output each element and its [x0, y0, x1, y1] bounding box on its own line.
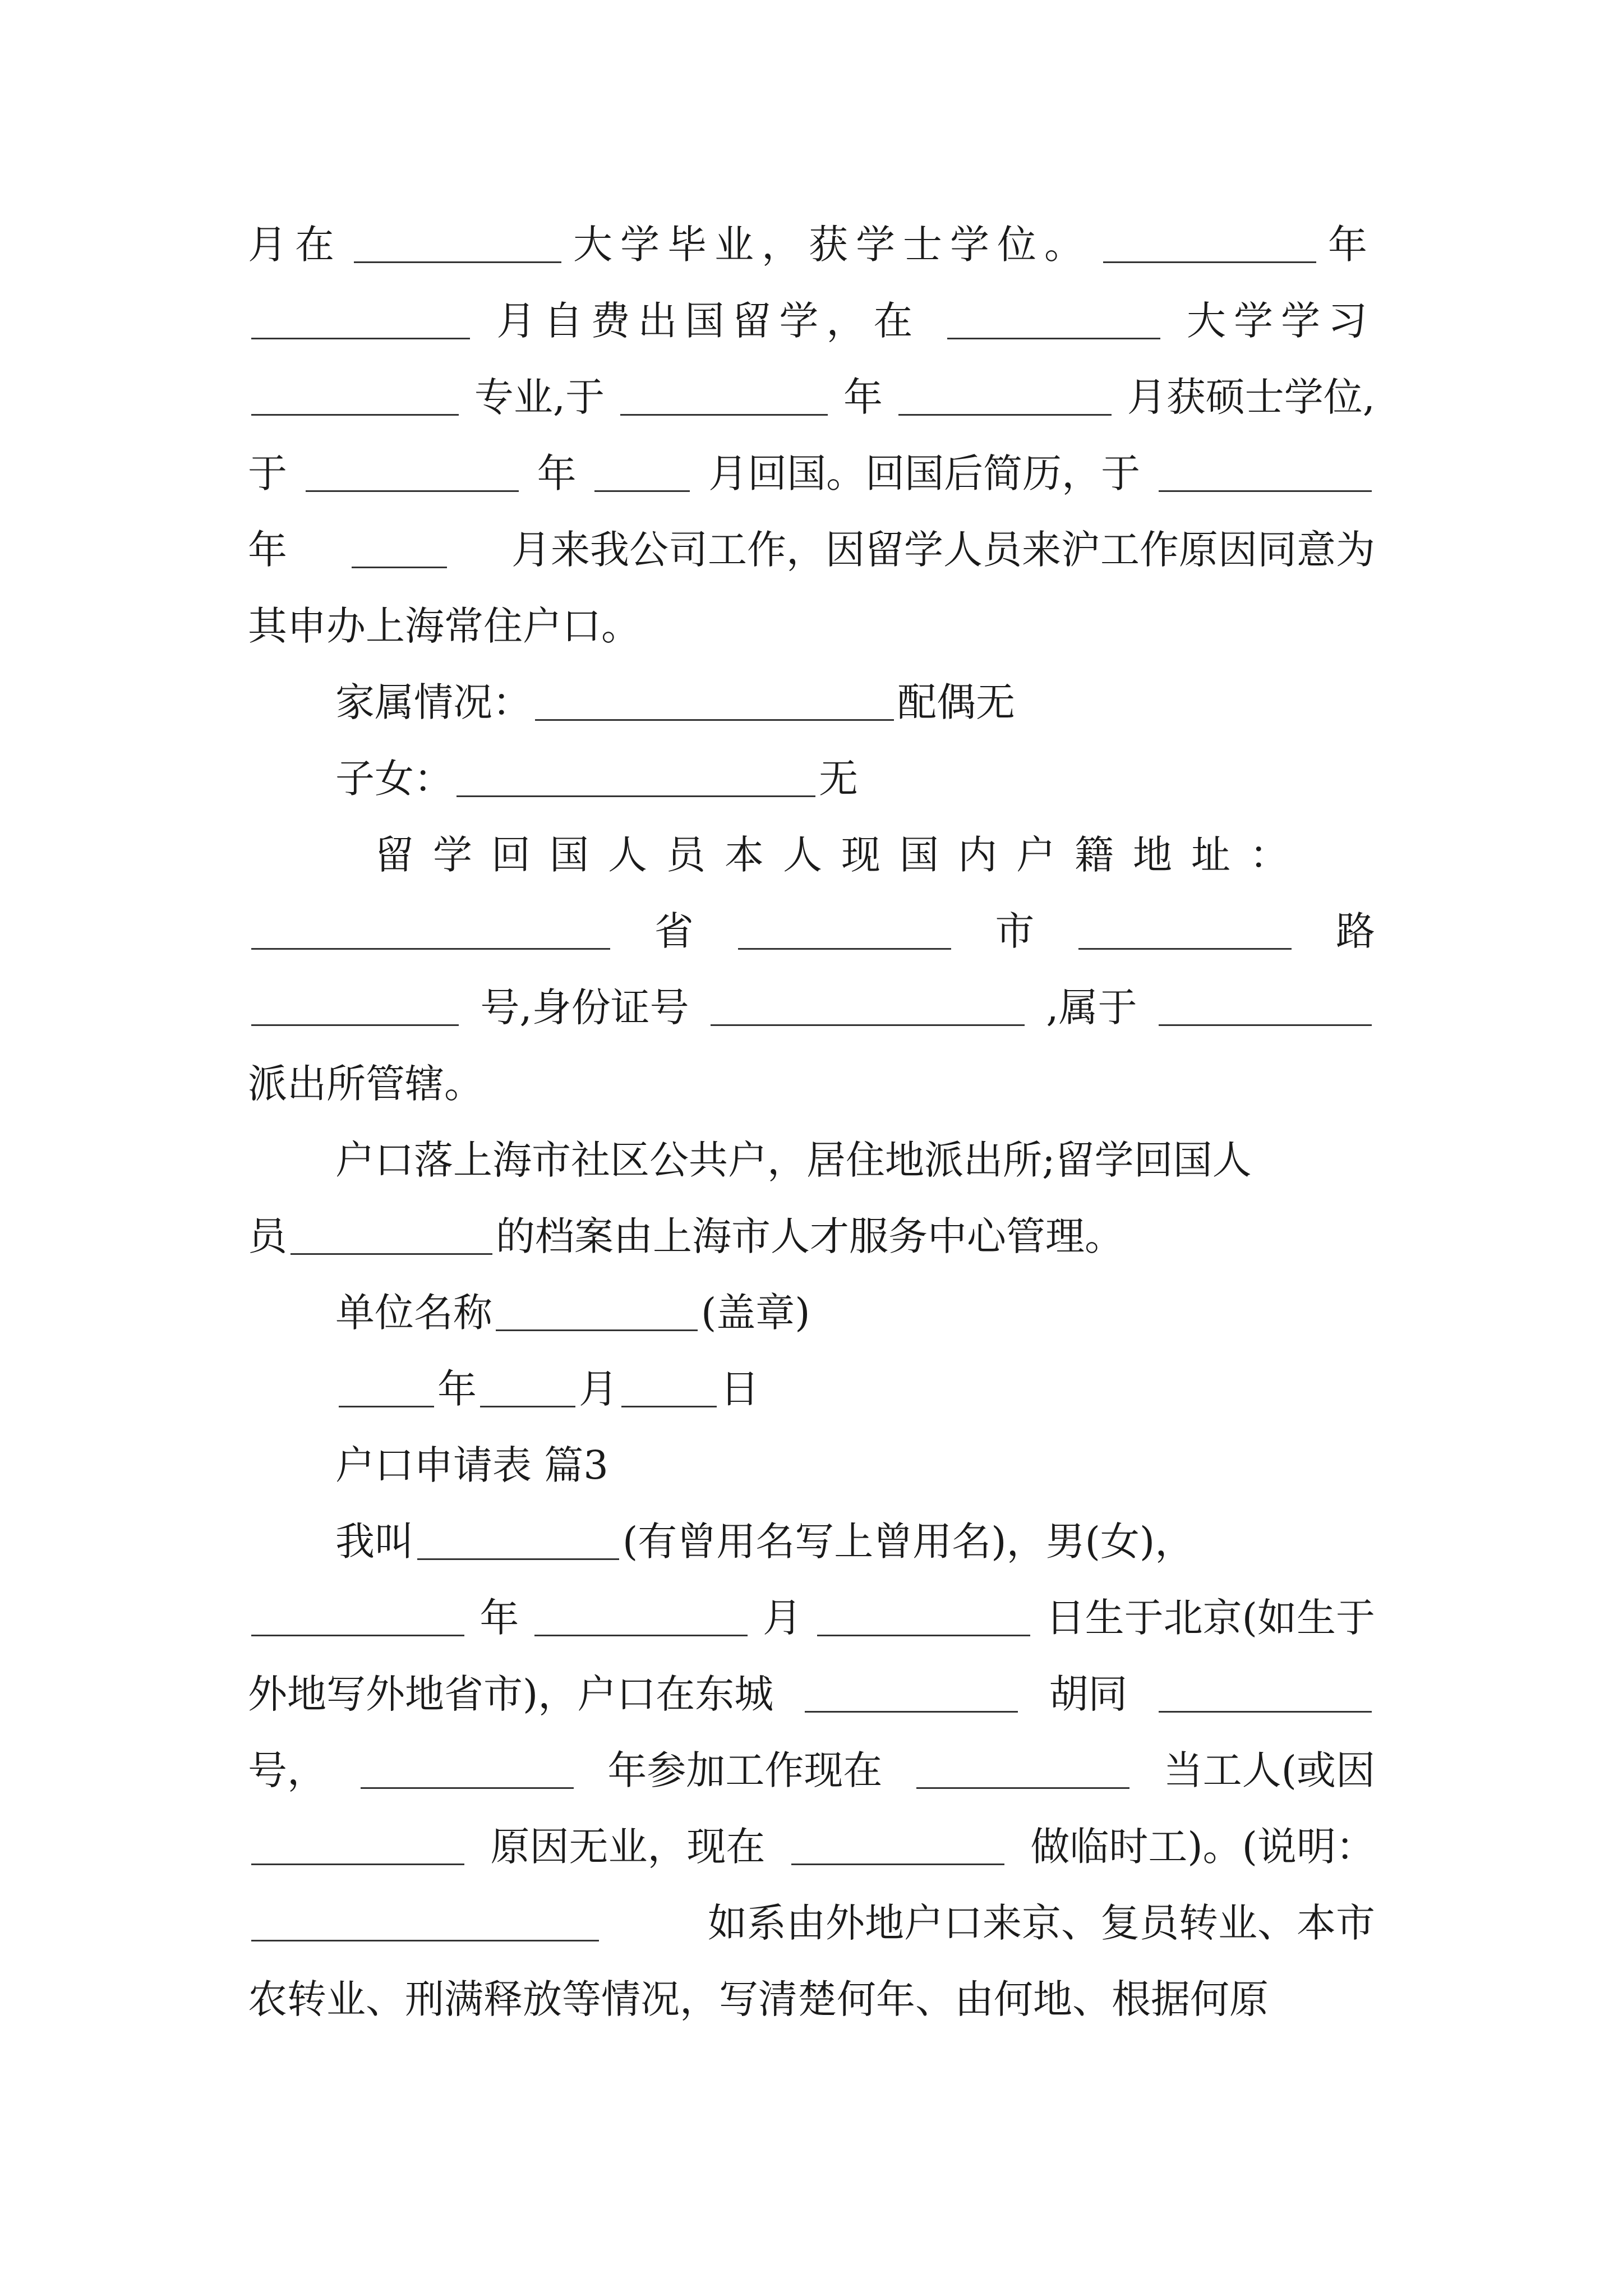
text: 月在 — [248, 222, 342, 268]
text: 胡同 — [1049, 1671, 1128, 1717]
blank-field — [251, 303, 470, 339]
text: 年参加工作现在 — [607, 1747, 883, 1793]
blank-field — [1159, 990, 1372, 1026]
text-line — [248, 440, 1375, 507]
blank-field — [791, 1829, 1004, 1865]
text: 专业,于 — [474, 374, 605, 420]
text: 月 — [762, 1595, 802, 1641]
text-line — [248, 364, 1375, 431]
blank-field — [817, 1600, 1030, 1636]
text: 月回国。回国后简历，于 — [708, 450, 1141, 496]
text-line — [248, 1737, 1375, 1804]
text: 年 — [1328, 222, 1375, 268]
blank-field — [1078, 913, 1292, 950]
text-line — [248, 516, 1375, 583]
blank-field — [805, 1676, 1018, 1713]
text: 配偶无 — [897, 679, 1015, 725]
blank-field — [535, 684, 894, 721]
blank-field — [534, 1600, 748, 1636]
blank-field — [947, 303, 1160, 339]
family-label: 家属情况： — [335, 679, 532, 725]
text: 员 — [248, 1213, 287, 1259]
blank-field — [339, 1371, 434, 1407]
text: 大学学习 — [1186, 298, 1375, 344]
blank-field — [251, 379, 459, 416]
blank-field — [417, 1524, 619, 1560]
text: 年 — [537, 450, 577, 496]
blank-field — [306, 455, 519, 492]
text-line — [248, 592, 1375, 660]
text-line — [335, 1279, 1375, 1346]
text-line — [335, 1508, 1375, 1575]
blank-field — [354, 227, 561, 263]
text-line — [248, 1203, 1375, 1270]
text: 年 — [479, 1595, 519, 1641]
text-line — [248, 1813, 1375, 1880]
text: (有曾用名写上曾用名)，男(女)， — [623, 1519, 1195, 1565]
text: 无 — [819, 756, 858, 802]
unit-name-label: 单位名称 — [335, 1290, 492, 1336]
text-line — [335, 669, 1375, 736]
text-line — [335, 745, 1375, 812]
text: 当工人(或因 — [1163, 1747, 1375, 1793]
text: 年 — [843, 374, 883, 420]
text-line — [248, 974, 1375, 1041]
text: 外地写外地省市)，户口在东城 — [248, 1671, 774, 1717]
text: 号,身份证号 — [480, 984, 689, 1030]
text: 市 — [995, 908, 1035, 954]
blank-field — [251, 913, 610, 950]
text: 于 — [248, 450, 287, 496]
text: 月获硕士学位, — [1127, 374, 1375, 420]
blank-field — [496, 1295, 698, 1331]
text: 的档案由上海市人才服务中心管理。 — [496, 1213, 1124, 1259]
text: 月来我公司工作，因留学人员来沪工作原因同意为 — [511, 527, 1375, 573]
text-line — [248, 1889, 1375, 1957]
text: 号， — [248, 1747, 326, 1793]
text: 日生于北京(如生于 — [1045, 1595, 1375, 1641]
children-label: 子女： — [335, 756, 453, 802]
blank-field — [711, 990, 1025, 1026]
blank-field — [457, 761, 815, 797]
blank-field — [251, 990, 459, 1026]
text: 派出所管辖。 — [248, 1061, 483, 1107]
text: 做临时工)。(说明： — [1030, 1824, 1375, 1870]
text-line — [248, 211, 1375, 278]
text: 如系由外地户口来京、复员转业、本市 — [708, 1900, 1375, 1946]
text: 户口落上海市社区公共户，居住地派出所;留学回国人 — [335, 1137, 1252, 1183]
text-line — [335, 1126, 1375, 1194]
text: 路 — [1335, 908, 1375, 954]
blank-field — [1159, 1676, 1372, 1713]
blank-field — [594, 455, 690, 492]
blank-field — [251, 1829, 464, 1865]
text-line — [248, 1966, 1375, 2033]
text: 大学毕业，获学士学位。 — [573, 222, 1091, 268]
text: 年 — [437, 1366, 477, 1412]
blank-field — [352, 532, 447, 568]
blank-field — [738, 913, 951, 950]
text: ,属于 — [1046, 984, 1137, 1030]
blank-field — [1103, 227, 1316, 263]
text: 其申办上海常住户口。 — [248, 603, 640, 649]
text: 日 — [720, 1366, 759, 1412]
text-line — [248, 1660, 1375, 1728]
text-line — [248, 287, 1375, 355]
blank-field — [1159, 455, 1372, 492]
blank-field — [621, 1371, 717, 1407]
text-line — [248, 1050, 1375, 1117]
blank-field — [251, 1905, 599, 1941]
blank-field — [361, 1752, 574, 1789]
seal-label: (盖章) — [701, 1290, 810, 1336]
text: 月 — [579, 1366, 618, 1412]
text: 年 — [248, 527, 287, 573]
blank-field — [898, 379, 1112, 416]
text: 月自费出国留学，在 — [496, 298, 921, 344]
text: 户口申请表 篇3 — [335, 1442, 608, 1488]
text: 我叫 — [335, 1519, 414, 1565]
blank-field — [251, 1600, 464, 1636]
section-title — [335, 1432, 1375, 1499]
text: 农转业、刑满释放等情况，写清楚何年、由何地、根据何原 — [248, 1976, 1269, 2022]
text: 留学回国人员本人现国内户籍地址： — [375, 832, 1308, 878]
blank-field — [620, 379, 828, 416]
text-line — [335, 1355, 1375, 1423]
text: 原因无业，现在 — [490, 1824, 766, 1870]
text: 省 — [654, 908, 694, 954]
text-line — [248, 1584, 1375, 1651]
blank-field — [291, 1218, 492, 1255]
text-line — [248, 898, 1375, 965]
blank-field — [480, 1371, 575, 1407]
text-line — [375, 821, 1375, 889]
blank-field — [916, 1752, 1129, 1789]
